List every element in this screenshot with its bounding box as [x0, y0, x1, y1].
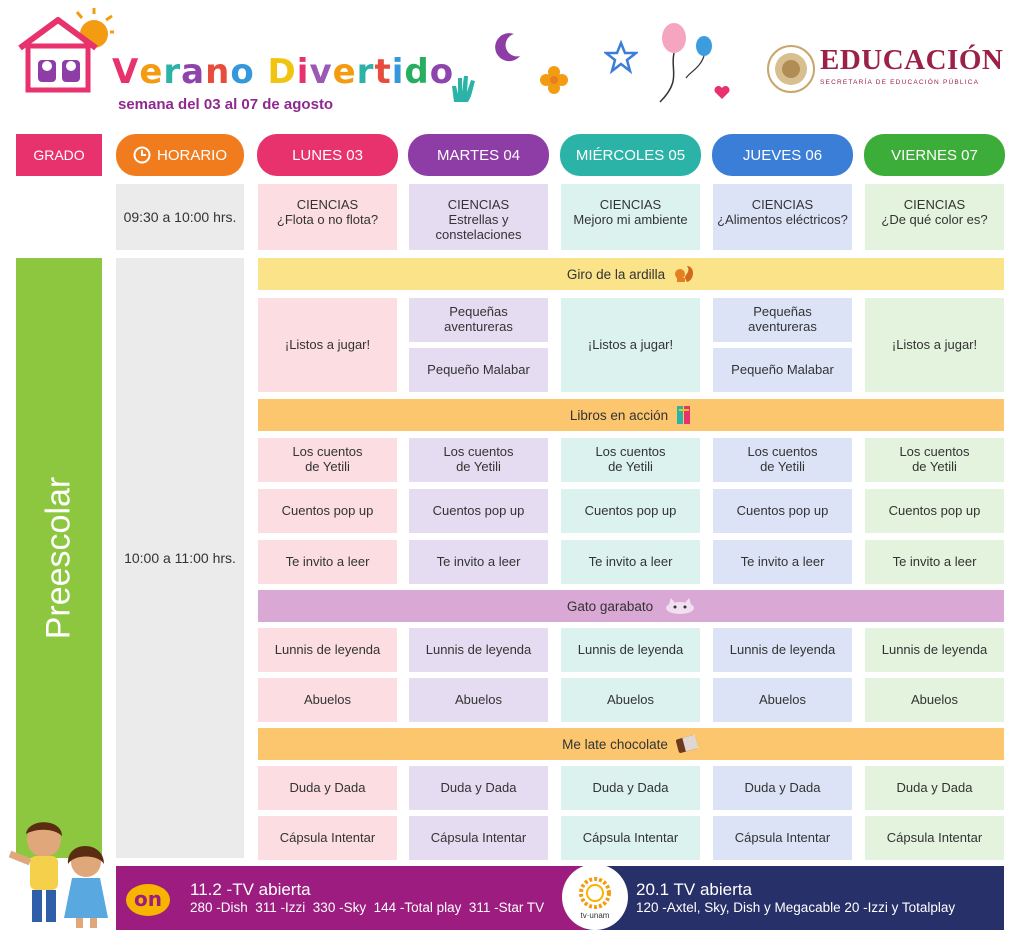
libros-cell-martes: Los cuentos de Yetili [409, 438, 548, 482]
section-title: Giro de la ardilla [566, 266, 666, 282]
giro-cell-miercoles: ¡Listos a jugar! [561, 298, 700, 392]
libros-cell-jueves: Los cuentos de Yetili [713, 438, 852, 482]
libros-cell-miercoles: Cuentos pop up [561, 489, 700, 533]
book-icon [676, 405, 692, 425]
chocolate-cell-lunes: Cápsula Intentar [258, 816, 397, 860]
gato-cell-viernes: Abuelos [865, 678, 1004, 722]
giro-cell-jueves: Pequeñas aventureras [713, 298, 852, 342]
once-tv-channels: 280 -Dish 311 -Izzi 330 -Sky 144 -Total play 311 -Star TV [190, 900, 545, 915]
day-header-miercoles: MIÉRCOLES 05 [560, 134, 701, 176]
libros-cell-lunes: Cuentos pop up [258, 489, 397, 533]
house-logo-icon [14, 8, 114, 94]
ciencias-cell-miercoles: CIENCIAS Mejoro mi ambiente [561, 184, 700, 250]
squirrel-icon [673, 264, 695, 284]
preescolar-time: 10:00 a 11:00 hrs. [116, 258, 244, 858]
section-title: Libros en acción [569, 407, 669, 423]
gato-cell-viernes: Lunnis de leyenda [865, 628, 1004, 672]
giro-cell-jueves: Pequeño Malabar [713, 348, 852, 392]
chocolate-cell-viernes: Cápsula Intentar [865, 816, 1004, 860]
libros-cell-viernes: Los cuentos de Yetili [865, 438, 1004, 482]
libros-cell-viernes: Te invito a leer [865, 540, 1004, 584]
section-giro [258, 258, 1004, 290]
day-header-jueves: JUEVES 06 [712, 134, 853, 176]
week-subtitle: semana del 03 al 07 de agosto [118, 96, 334, 113]
section-title: Gato garabato [566, 598, 654, 614]
tvunam-channels: 120 -Axtel, Sky, Dish y Megacable 20 -Izzi y Totalplay [636, 900, 956, 915]
chocolate-cell-miercoles: Cápsula Intentar [561, 816, 700, 860]
moon-icon [490, 30, 524, 69]
day-header-lunes: LUNES 03 [257, 134, 398, 176]
libros-cell-jueves: Cuentos pop up [713, 489, 852, 533]
day-header-martes: MARTES 04 [408, 134, 549, 176]
horario-label: HORARIO [156, 146, 227, 164]
libros-cell-miercoles: Los cuentos de Yetili [561, 438, 700, 482]
chocolate-cell-jueves: Duda y Dada [713, 766, 852, 810]
horario-header [116, 134, 244, 176]
gato-cell-miercoles: Lunnis de leyenda [561, 628, 700, 672]
ciencias-cell-jueves: CIENCIAS ¿Alimentos eléctricos? [713, 184, 852, 250]
giro-cell-lunes: ¡Listos a jugar! [258, 298, 397, 392]
section-libros [258, 399, 1004, 431]
star-icon [604, 40, 638, 79]
chocolate-cell-viernes: Duda y Dada [865, 766, 1004, 810]
sep-logo-subtitle: SECRETARÍA DE EDUCACIÓN PÚBLICA [820, 79, 980, 86]
day-header-viernes: VIERNES 07 [864, 134, 1005, 176]
cat-icon [665, 598, 695, 614]
giro-cell-martes: Pequeñas aventureras [409, 298, 548, 342]
gato-cell-martes: Lunnis de leyenda [409, 628, 548, 672]
children-illustration [4, 814, 116, 932]
ciencias-cell-martes: CIENCIAS Estrellas y constelaciones [409, 184, 548, 250]
libros-cell-martes: Te invito a leer [409, 540, 548, 584]
tvunam-logo-icon [562, 864, 628, 930]
gato-cell-lunes: Lunnis de leyenda [258, 628, 397, 672]
sep-seal-icon [766, 44, 816, 99]
libros-cell-lunes: Te invito a leer [258, 540, 397, 584]
heart-icon [714, 86, 730, 105]
gato-cell-miercoles: Abuelos [561, 678, 700, 722]
libros-cell-lunes: Los cuentos de Yetili [258, 438, 397, 482]
grado-header: GRADO [16, 134, 102, 176]
sep-logo-title: EDUCACIÓN [820, 44, 1004, 76]
libros-cell-miercoles: Te invito a leer [561, 540, 700, 584]
hand-icon [446, 72, 480, 111]
libros-cell-martes: Cuentos pop up [409, 489, 548, 533]
section-gato [258, 590, 1004, 622]
chocolate-cell-lunes: Duda y Dada [258, 766, 397, 810]
chocolate-cell-martes: Cápsula Intentar [409, 816, 548, 860]
gato-cell-jueves: Lunnis de leyenda [713, 628, 852, 672]
ciencias-time: 09:30 a 10:00 hrs. [116, 184, 244, 250]
broadcast-footer [116, 866, 1004, 930]
section-title: Me late chocolate [562, 736, 668, 752]
grade-preescolar [16, 258, 102, 858]
once-tv-title: 11.2 -TV abierta [190, 880, 311, 899]
ciencias-cell-viernes: CIENCIAS ¿De qué color es? [865, 184, 1004, 250]
gato-cell-lunes: Abuelos [258, 678, 397, 722]
chocolate-cell-miercoles: Duda y Dada [561, 766, 700, 810]
balloons-icon [650, 20, 720, 109]
libros-cell-jueves: Te invito a leer [713, 540, 852, 584]
flower-icon [538, 64, 570, 101]
once-logo-icon [120, 870, 176, 926]
ciencias-cell-lunes: CIENCIAS ¿Flota o no flota? [258, 184, 397, 250]
section-chocolate [258, 728, 1004, 760]
gato-cell-jueves: Abuelos [713, 678, 852, 722]
grade-label: Preescolar [39, 476, 78, 640]
chocolate-cell-jueves: Cápsula Intentar [713, 816, 852, 860]
svg-text:on: on [134, 887, 162, 911]
chocolate-icon [674, 734, 700, 754]
libros-cell-viernes: Cuentos pop up [865, 489, 1004, 533]
giro-cell-martes: Pequeño Malabar [409, 348, 548, 392]
chocolate-cell-martes: Duda y Dada [409, 766, 548, 810]
clock-icon [133, 146, 151, 164]
giro-cell-viernes: ¡Listos a jugar! [865, 298, 1004, 392]
tvunam-label: tv·unam [580, 910, 610, 920]
tvunam-title: 20.1 TV abierta [636, 880, 752, 899]
brand-title: Verano Divertido [112, 52, 455, 92]
gato-cell-martes: Abuelos [409, 678, 548, 722]
